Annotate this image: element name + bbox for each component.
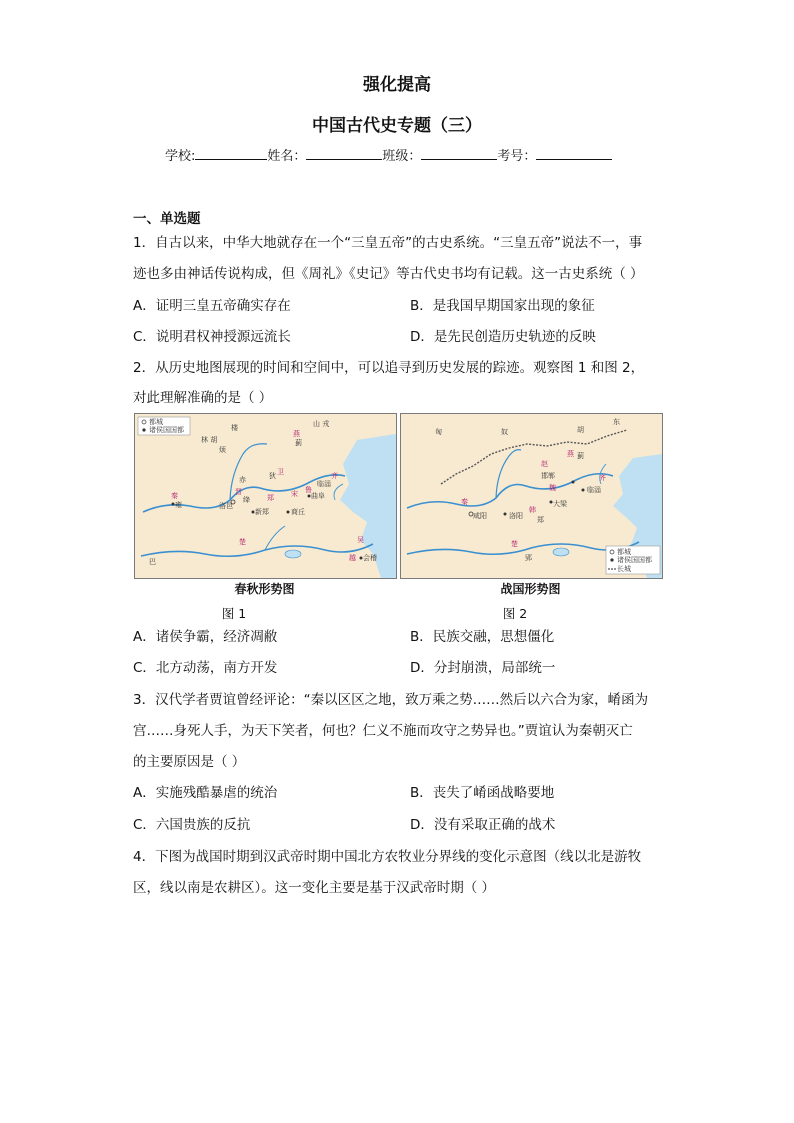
option-b[interactable]: B．民族交融，思想僵化: [410, 629, 555, 645]
map1-legend-state-capital: 诸侯国国都: [149, 426, 184, 434]
map2-label: 秦: [461, 498, 468, 506]
map2-label: 蓟: [577, 452, 584, 460]
map1-legend-capital: 都城: [149, 418, 163, 426]
map2-legend-capital: 都城: [617, 548, 631, 556]
name-blank[interactable]: [306, 146, 382, 160]
map1-label: 蓟: [295, 439, 302, 447]
map1-label: 雍: [175, 501, 182, 509]
map1-label: 烦: [219, 446, 226, 454]
map1-label: 秦: [171, 492, 178, 500]
map2-label: 东: [613, 418, 620, 426]
map2-label: 燕: [567, 450, 574, 458]
map2-label: 韩: [529, 506, 536, 514]
map1-label: 巴: [149, 558, 156, 566]
map1-label: 吴: [357, 536, 364, 544]
map2-label: 郑: [537, 516, 544, 524]
option-d[interactable]: D．分封崩溃，局部统一: [410, 660, 556, 676]
map1-label: 曲阜: [311, 492, 325, 500]
map1-label: 临淄: [317, 480, 331, 488]
map2-label: 咸阳: [473, 512, 487, 520]
map1-label: 绛: [243, 496, 250, 504]
map2-svg: [401, 414, 662, 578]
map1-label: 赤: [239, 476, 246, 484]
question-text-line: 3．汉代学者贾谊曾经评论：“秦以区区之地，致万乘之势……然后以六合为家，崤函为: [133, 692, 649, 708]
map1-label: 宋: [291, 490, 298, 498]
option-b[interactable]: B．是我国早期国家出现的象征: [410, 298, 595, 314]
map2-label: 郢: [525, 554, 532, 562]
map1-label: 洛邑: [219, 502, 233, 510]
map2-label: 胡: [577, 426, 584, 434]
question-text-line: 1．自古以来，中华大地就存在一个“三皇五帝”的古史系统。“三皇五帝”说法不一，事: [133, 235, 643, 251]
map2-legend-wall: 长城: [617, 565, 631, 573]
question-text-line: 2．从历史地图展现的时间和空间中，可以追寻到历史发展的踪迹。观察图 1 和图 2，: [133, 360, 645, 376]
map1-label: 卫: [277, 468, 284, 476]
option-c[interactable]: C．六国贵族的反抗: [133, 817, 251, 833]
option-d[interactable]: D．没有采取正确的战术: [410, 817, 556, 833]
map1-label: 新郑: [255, 508, 269, 516]
map2-caption: 战国形势图: [500, 582, 561, 596]
map2-label: 魏: [549, 484, 556, 492]
map2-label: 奴: [501, 428, 508, 436]
school-label: 学校:: [165, 149, 196, 164]
map1-label: 会稽: [363, 554, 377, 562]
option-c[interactable]: C．说明君权神授源远流长: [133, 329, 291, 345]
map2-label: 齐: [599, 474, 606, 482]
map2-label: 洛阳: [509, 512, 523, 520]
option-a[interactable]: A．诸侯争霸，经济凋敝: [133, 629, 278, 645]
option-c[interactable]: C．北方动荡，南方开发: [133, 660, 278, 676]
question-text-line: 区，线以南是农耕区）。这一变化主要是基于汉武帝时期（ ）: [133, 880, 496, 896]
question-text-line: 迹也多由神话传说构成，但《周礼》《史记》等古代史书均有记载。这一古史系统（ ）: [133, 266, 644, 282]
map1-label: 狄: [269, 472, 276, 480]
name-label: 姓名：: [267, 149, 307, 164]
class-blank[interactable]: [421, 146, 497, 160]
map1-label: 楼: [231, 424, 238, 432]
map2-label: 楚: [511, 540, 518, 548]
exam-no-blank[interactable]: [536, 146, 612, 160]
map1-caption: 春秋形势图: [234, 582, 295, 596]
option-a[interactable]: A．实施残酷暴虐的统治: [133, 785, 278, 801]
map2-label: 邯郸: [541, 472, 555, 480]
map1-label: 越: [349, 554, 356, 562]
map1-label: 郑: [267, 494, 274, 502]
question-text-line: 宫……身死人手，为天下笑者，何也？仁义不施而攻守之势异也。”贾谊认为秦朝灭亡: [133, 723, 633, 739]
map1-label: 鲁: [305, 486, 312, 494]
map1-label: 晋: [235, 488, 242, 496]
map2-label: 赵: [541, 460, 548, 468]
map1-label: 商丘: [291, 508, 305, 516]
map2-label: 匈: [435, 428, 442, 436]
map2-label: 大梁: [553, 500, 567, 508]
exam-no-label: 考号：: [497, 149, 537, 164]
map1-label: 林 胡: [201, 436, 218, 444]
map2-legend-state-capital: 诸侯国国都: [617, 556, 652, 564]
map1-figure-label: 图 1: [221, 606, 247, 621]
map1-label: 山 戎: [313, 420, 330, 428]
map1-label: 齐: [331, 472, 338, 480]
map-warring-states: [400, 413, 663, 579]
page-subtitle: 中国古代史专题（三）: [312, 116, 482, 136]
option-b[interactable]: B．丧失了崤函战略要地: [410, 785, 555, 801]
option-a[interactable]: A．证明三皇五帝确实存在: [133, 298, 291, 314]
class-label: 班级：: [382, 149, 422, 164]
map-spring-autumn: [134, 413, 397, 579]
question-text-line: 4．下图为战国时期到汉武帝时期中国北方农牧业分界线的变化示意图（线以北是游牧: [133, 849, 642, 865]
question-text-line: 对此理解准确的是（ ）: [133, 390, 273, 406]
map1-label: 燕: [293, 430, 300, 438]
student-info-line: [165, 145, 612, 164]
page-title: 强化提高: [363, 75, 431, 95]
map1-svg: [135, 414, 396, 578]
question-text-line: 的主要原因是（ ）: [133, 754, 246, 770]
map2-figure-label: 图 2: [502, 606, 528, 621]
map1-label: 楚: [239, 538, 246, 546]
map2-label: 临淄: [587, 486, 601, 494]
section-title: 一、单选题: [133, 211, 201, 227]
school-blank[interactable]: [195, 146, 267, 160]
option-d[interactable]: D．是先民创造历史轨迹的反映: [410, 329, 596, 345]
